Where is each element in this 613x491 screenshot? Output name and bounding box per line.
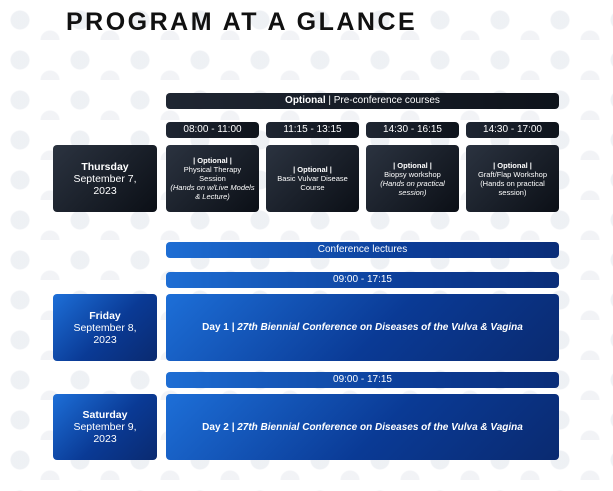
conference-header: Conference lectures [166,242,559,258]
day-separator: | [228,322,238,333]
conference-title: 27th Biennial Conference on Diseases of the Vulva & Vagina [237,322,523,333]
course-tag: | Optional | [393,160,432,170]
day2-time: 09:00 - 17:15 [166,372,559,388]
time-slot-4: 14:30 - 17:00 [466,122,559,138]
day-name: Friday [89,309,121,322]
day-date: September 9, [73,421,137,433]
time-slot-2: 11:15 - 13:15 [266,122,359,138]
day-label: Day 2 [202,421,229,433]
day-name: Saturday [82,409,128,421]
optional-label: Optional [285,95,326,106]
course-title: Physical Therapy Session [183,165,242,183]
day-name: Thursday [81,160,129,173]
course-title: Basic Vulvar Disease Course [277,174,348,192]
day-year: 2023 [93,433,117,445]
time-slot-3: 14:30 - 16:15 [366,122,459,138]
preconference-header [166,93,559,109]
day1-time: 09:00 - 17:15 [166,272,559,288]
page-title: PROGRAM AT A GLANCE [66,8,418,36]
course-title: Graft/Flap Workshop [477,169,548,179]
day-date: September 7, [73,172,137,185]
course-note: (Hands on w/Live Models & Lecture) [170,183,255,201]
course-tag: | Optional | [193,156,232,165]
course-basic-vulvar [266,145,359,212]
preconference-header-text: | Pre-conference courses [325,95,440,106]
day-box-saturday [53,394,157,460]
course-title: Biopsy workshop [384,169,441,179]
conference-title: 27th Biennial Conference on Diseases of the Vulva & Vagina [237,421,523,433]
course-biopsy-workshop [366,145,459,212]
conference-day1 [166,294,559,361]
course-graft-flap [466,145,559,212]
course-tag: | Optional | [293,165,332,174]
conference-day2 [166,394,559,460]
course-note: (Hands on practical session) [380,178,445,197]
course-physical-therapy [166,145,259,212]
day-box-friday [53,294,157,361]
course-tag: | Optional | [493,160,532,170]
course-note: (Hands on practical session) [480,178,545,197]
day-separator: | [228,421,238,433]
day-date: September 8, [73,321,137,334]
time-slot-1: 08:00 - 11:00 [166,122,259,138]
day-label: Day 1 [202,322,229,333]
day-year: 2023 [93,333,117,346]
day-box-thursday [53,145,157,212]
day-year: 2023 [93,184,117,197]
